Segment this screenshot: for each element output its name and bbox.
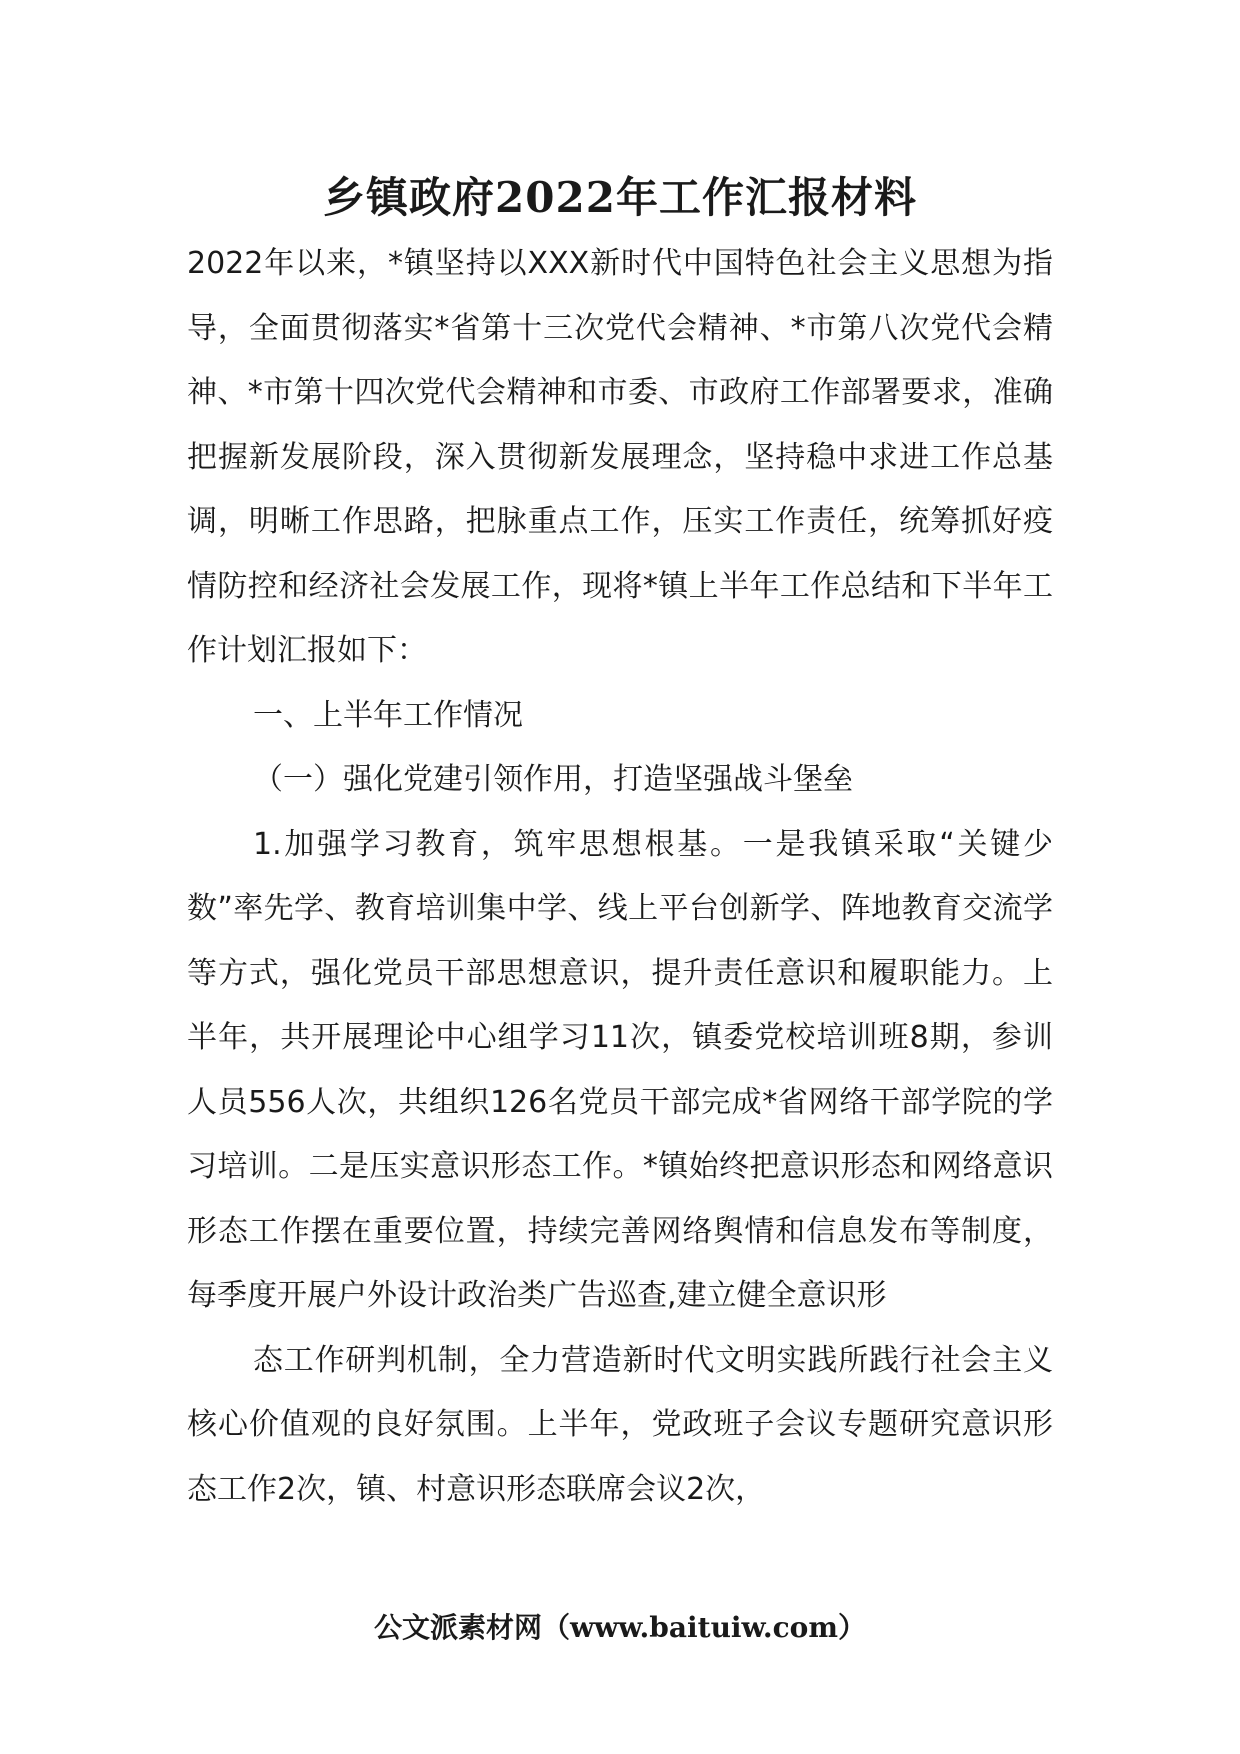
subsection-heading: （一）强化党建引领作用，打造坚强战斗堡垒 bbox=[253, 762, 853, 797]
document-body bbox=[187, 232, 1053, 1522]
document-title: 乡镇政府2022年工作汇报材料 bbox=[323, 173, 917, 222]
footer-watermark: 公文派素材网（www.baituiw.com） bbox=[374, 1611, 866, 1644]
body-paragraph: 1.加强学习教育，筑牢思想根基。一是我镇采取“关键少数”率先学、教育培训集中学、线上平台创新学、阵地教育交流学等方式，强化党员干部思想意识，提升责任意识和履职能力。上半年，共开展理论中心组学习11次，镇委党校培训班8期，参训人员556人次，共组织126名党员干部完成*省网络干部学院的学习培训。二是压实意识形态工作。*镇始终把意识形态和网络意识形态工作摆在重要位置，持续完善网络舆情和信息发布等制度，每季度开展户外设计政治类广告巡查,建立健全意识形 bbox=[187, 826, 1053, 1313]
section-heading: 一、上半年工作情况 bbox=[253, 697, 523, 733]
intro-paragraph: 2022年以来，*镇坚持以XXX新时代中国特色社会主义思想为指导，全面贯彻落实*省第十三次党代会精神、*市第八次党代会精神、*市第十四次党代会精神和市委、市政府工作部署要求，准确把握新发展阶段，深入贯彻新发展理念，坚持稳中求进工作总基调，明晰工作思路，把脉重点工作，压实工作责任，统筹抓好疫情防控和经济社会发展工作，现将*镇上半年工作总结和下半年工作计划汇报如下： bbox=[187, 246, 1053, 668]
body-paragraph-continued: 态工作研判机制，全力营造新时代文明实践所践行社会主义核心价值观的良好氛围。上半年，党政班子会议专题研究意识形态工作2次，镇、村意识形态联席会议2次， bbox=[187, 1342, 1053, 1507]
